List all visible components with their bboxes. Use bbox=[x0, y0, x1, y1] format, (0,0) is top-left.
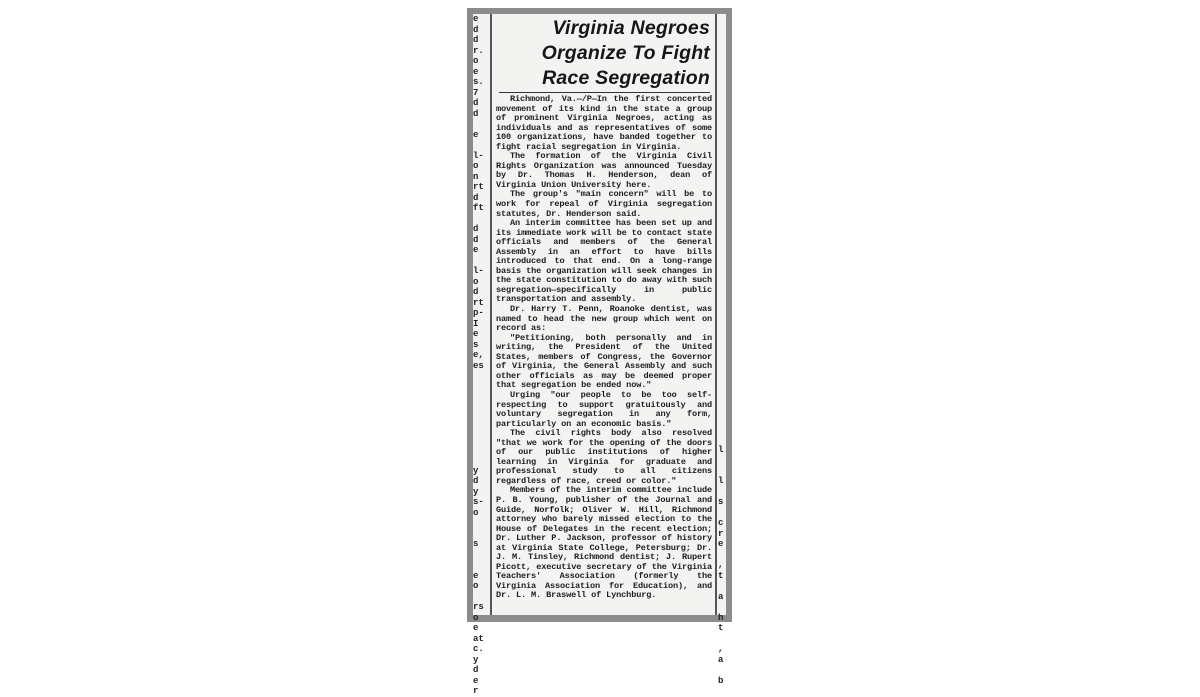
article-body bbox=[493, 95, 714, 601]
column-fragment: e bbox=[473, 245, 479, 255]
column-fragment bbox=[718, 98, 726, 109]
column-fragment bbox=[473, 392, 489, 403]
column-fragment bbox=[718, 214, 726, 225]
column-fragment: e, bbox=[473, 350, 484, 360]
column-fragment: d bbox=[473, 24, 479, 35]
column-fragment bbox=[718, 193, 726, 204]
column-fragment bbox=[718, 46, 726, 57]
column-fragment: y bbox=[473, 465, 479, 476]
column-fragment bbox=[718, 88, 726, 99]
column-fragment: es bbox=[473, 360, 484, 371]
column-fragment bbox=[473, 445, 489, 456]
column-fragment bbox=[718, 172, 726, 183]
column-fragment: d bbox=[473, 476, 479, 486]
column-fragment bbox=[718, 634, 726, 645]
column-fragment: d bbox=[473, 224, 479, 234]
column-fragment: e bbox=[473, 129, 479, 140]
column-fragment bbox=[718, 119, 726, 130]
column-fragment: e bbox=[473, 570, 479, 581]
headline bbox=[493, 14, 714, 91]
column-fragment bbox=[718, 245, 726, 256]
column-fragment: rt bbox=[473, 297, 484, 308]
column-fragment bbox=[718, 67, 726, 78]
column-fragment: t bbox=[718, 570, 724, 581]
column-fragment: e bbox=[473, 14, 479, 24]
column-fragment: e bbox=[718, 539, 724, 549]
headline-rule bbox=[499, 92, 710, 93]
column-fragment: e bbox=[473, 675, 479, 686]
column-fragment bbox=[473, 434, 489, 445]
column-fragment bbox=[718, 35, 726, 46]
column-fragment: I bbox=[473, 318, 479, 329]
column-fragment: h bbox=[718, 612, 724, 623]
column-fragment bbox=[473, 140, 489, 151]
column-fragment: s. bbox=[473, 77, 484, 87]
column-fragment bbox=[718, 329, 726, 340]
column-fragment: d bbox=[473, 108, 479, 119]
headline-line-2: Organize To Fight bbox=[541, 42, 710, 64]
headline-line-1: Virginia Negroes bbox=[552, 17, 710, 39]
newspaper-clipping bbox=[473, 14, 726, 696]
headline-line-3: Race Segregation bbox=[542, 67, 710, 89]
column-fragment: d bbox=[473, 98, 479, 108]
column-fragment: t bbox=[718, 623, 724, 633]
paragraph: The formation of the Virginia Civil Rights Organization was announced Tuesday by Dr. Thomas H. Henderson, dean of Virginia Union University here. bbox=[496, 151, 712, 190]
column-fragment bbox=[718, 235, 726, 246]
column-fragment bbox=[718, 382, 726, 393]
column-fragment: e bbox=[473, 329, 479, 339]
column-fragment bbox=[718, 581, 726, 592]
column-fragment bbox=[473, 518, 489, 529]
column-fragment: y bbox=[473, 486, 479, 497]
column-fragment bbox=[473, 371, 489, 382]
column-fragment bbox=[718, 350, 726, 361]
column-fragment: s bbox=[473, 339, 479, 350]
column-fragment bbox=[473, 413, 489, 424]
column-fragment bbox=[718, 361, 726, 372]
column-fragment: y bbox=[473, 654, 479, 665]
column-fragment bbox=[473, 560, 489, 571]
column-fragment: a bbox=[718, 654, 724, 665]
column-fragment bbox=[718, 308, 726, 319]
column-fragment bbox=[718, 319, 726, 330]
column-rule-right bbox=[715, 14, 717, 615]
column-fragment bbox=[473, 455, 489, 466]
adjacent-column-left bbox=[473, 14, 489, 696]
column-fragment: o bbox=[473, 507, 479, 518]
column-fragment bbox=[718, 550, 726, 561]
adjacent-column-right bbox=[718, 14, 726, 686]
column-fragment bbox=[473, 550, 489, 561]
column-fragment: s bbox=[718, 497, 724, 507]
column-fragment bbox=[718, 140, 726, 151]
column-fragment bbox=[718, 161, 726, 172]
column-fragment: s- bbox=[473, 497, 484, 507]
column-fragment bbox=[473, 424, 489, 435]
column-fragment bbox=[718, 25, 726, 36]
column-fragment bbox=[473, 592, 489, 603]
column-fragment: d bbox=[473, 234, 479, 245]
column-fragment bbox=[718, 424, 726, 435]
column-fragment bbox=[718, 56, 726, 67]
column-fragment bbox=[718, 434, 726, 445]
column-fragment: e bbox=[473, 66, 479, 77]
column-fragment bbox=[718, 665, 726, 676]
column-fragment bbox=[718, 371, 726, 382]
paragraph: An interim committee has been set up and its immediate work will be to contact state officials and members of the General Assembly in an effort to have bills introduced to that end. On a long-range basis the organization will seek changes in the state constitution to do away with such segregation—specifically in public transportation and assembly. bbox=[496, 218, 712, 305]
column-fragment: l bbox=[718, 444, 724, 455]
column-fragment bbox=[473, 119, 489, 130]
column-fragment bbox=[718, 224, 726, 235]
column-fragment: d bbox=[473, 35, 479, 45]
column-fragment: n bbox=[473, 171, 479, 182]
column-fragment: at bbox=[473, 633, 484, 644]
column-fragment: d bbox=[473, 192, 479, 203]
column-fragment bbox=[718, 14, 726, 25]
column-fragment bbox=[718, 203, 726, 214]
column-fragment: e bbox=[473, 623, 479, 633]
column-fragment: l bbox=[718, 476, 724, 486]
column-fragment bbox=[718, 130, 726, 141]
column-fragment bbox=[718, 287, 726, 298]
column-fragment bbox=[473, 214, 489, 225]
column-fragment: c bbox=[718, 518, 724, 528]
column-fragment: a bbox=[718, 591, 724, 602]
column-fragment bbox=[718, 277, 726, 288]
column-fragment bbox=[473, 403, 489, 414]
column-fragment bbox=[718, 403, 726, 414]
paragraph: Members of the interim committee include P. B. Young, publisher of the Journal and Guide, Norfolk; Oliver W. Hill, Richmond attorney who barely missed election to the House of Delegates in the recent election; Dr. Luther P. Jackson, professor of history at Virginia State College, Petersburg; Dr. J. M. Tinsley, Richmond dentist; J. Rupert Picott, executive secretary of the Virginia Teachers' Association (formerly the Virginia Association for Education), and Dr. L. M. Braswell of Lynchburg. bbox=[496, 485, 712, 601]
paragraph: "Petitioning, both personally and in writing, the President of the United States, members of Congress, the Governor of Virginia, the General Assembly and such other officials as may be deemed proper that segregation be ended now." bbox=[496, 332, 712, 391]
paragraph: Dr. Harry T. Penn, Roanoke dentist, was named to head the new group which went on record as: bbox=[496, 304, 712, 334]
column-fragment: b bbox=[718, 675, 724, 686]
column-fragment: l- bbox=[473, 266, 484, 276]
paragraph: The group's "main concern" will be to work for repeal of Virginia segregation statutes, Dr. Henderson said. bbox=[496, 189, 712, 219]
column-fragment bbox=[718, 182, 726, 193]
column-fragment: ft bbox=[473, 203, 484, 213]
column-fragment: d bbox=[473, 665, 479, 675]
column-fragment: r. bbox=[473, 45, 484, 56]
column-fragment bbox=[473, 256, 489, 267]
paragraph: The civil rights body also resolved "that we work for the opening of the doors of our public institutions of higher learning in Virginia for graduate and professional study to all citizens regardless of race, creed or color." bbox=[496, 428, 712, 486]
column-fragment: p- bbox=[473, 308, 484, 318]
column-fragment: 7 bbox=[473, 87, 479, 98]
column-fragment bbox=[718, 413, 726, 424]
column-fragment bbox=[718, 256, 726, 267]
column-rule-left bbox=[490, 14, 492, 615]
column-fragment bbox=[473, 529, 489, 540]
column-fragment: d bbox=[473, 287, 479, 297]
column-fragment: c. bbox=[473, 644, 484, 654]
column-fragment bbox=[718, 340, 726, 351]
column-fragment: s bbox=[473, 539, 479, 549]
column-fragment bbox=[718, 602, 726, 613]
column-fragment: l- bbox=[473, 150, 484, 161]
paragraph: Richmond, Va.—/P—In the first concerted movement of its kind in the state a group of prominent Virginia Negroes, acting as individuals and as representatives of some 100 organizations, have banded together to fight racial segregation in Virginia. bbox=[496, 94, 712, 152]
column-fragment: rt bbox=[473, 182, 484, 192]
column-fragment: o bbox=[473, 56, 479, 66]
column-fragment bbox=[718, 109, 726, 120]
column-fragment bbox=[718, 266, 726, 277]
column-fragment: o bbox=[473, 612, 479, 623]
column-fragment bbox=[718, 508, 726, 519]
column-fragment: o bbox=[473, 581, 479, 591]
column-fragment bbox=[473, 382, 489, 393]
column-fragment: o bbox=[473, 276, 479, 287]
column-fragment bbox=[718, 466, 726, 477]
column-fragment bbox=[718, 298, 726, 309]
column-fragment bbox=[718, 455, 726, 466]
column-fragment: , bbox=[718, 560, 724, 570]
column-fragment: r bbox=[473, 686, 479, 696]
column-fragment bbox=[718, 151, 726, 162]
column-fragment bbox=[718, 392, 726, 403]
paragraph: Urging "our people to be too self-respecting to support gratuitously and voluntary segregation in any form, particularly on an economic basis." bbox=[496, 389, 712, 429]
column-fragment: r bbox=[718, 528, 724, 539]
article bbox=[493, 14, 714, 615]
column-fragment bbox=[718, 487, 726, 498]
column-fragment: o bbox=[473, 161, 479, 171]
column-fragment: , bbox=[718, 644, 724, 654]
column-fragment bbox=[718, 77, 726, 88]
column-fragment: rs bbox=[473, 602, 484, 612]
